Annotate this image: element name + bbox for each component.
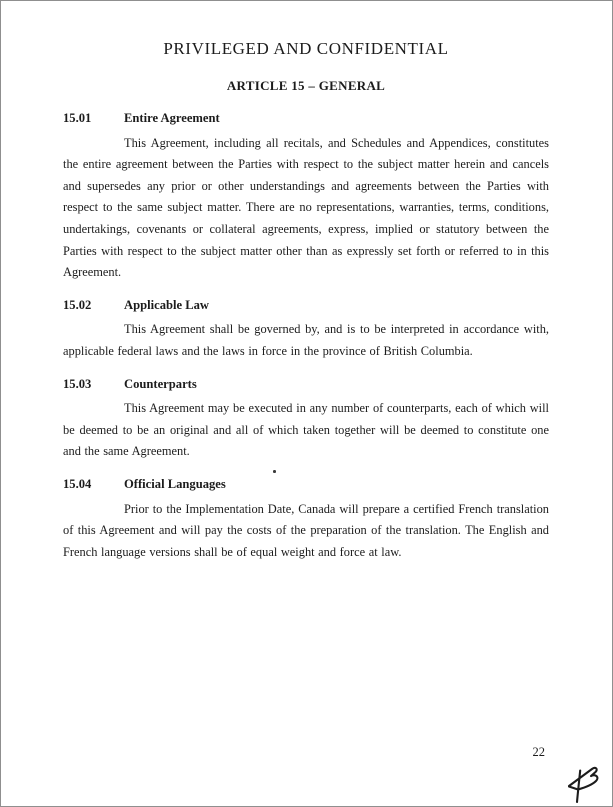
section-title: Counterparts <box>124 376 197 391</box>
section-15-02 <box>63 295 549 363</box>
section-heading <box>63 374 549 396</box>
section-body: This Agreement shall be governed by, and is to be interpreted in accordance with, applicable federal laws and the laws in force in the province of British Columbia. <box>63 322 549 358</box>
section-15-04 <box>63 474 549 563</box>
section-body: This Agreement, including all recitals, and Schedules and Appendices, constitutes the entire agreement between the Parties with respect to the subject matter herein and cancels and supersedes any prior or other understandings and agreements between the Parties with respect to the same subject matter. There are no representations, warranties, terms, conditions, undertakings, covenants or collateral agreements, express, implied or statutory between the Parties with respect to the subject matter other than as expressly set forth or referred to in this Agreement. <box>63 135 549 280</box>
section-number: 15.04 <box>63 476 92 491</box>
section-15-01 <box>63 108 549 284</box>
section-body: This Agreement may be executed in any number of counterparts, each of which will be deemed to be an original and all of which taken together will be deemed to constitute one and the same Agreement. <box>63 401 549 459</box>
scan-artifact-dot <box>273 470 276 473</box>
section-body: Prior to the Implementation Date, Canada will prepare a certified French translation of this Agreement and will pay the costs of the preparation of the translation. The English and French language versions shall be of equal weight and force at law. <box>63 501 549 559</box>
section-number: 15.03 <box>63 376 92 391</box>
classification-header: PRIVILEGED AND CONFIDENTIAL <box>163 39 449 58</box>
section-number: 15.01 <box>63 111 92 125</box>
section-heading <box>63 108 549 130</box>
handwritten-initial-mark <box>558 753 612 807</box>
article-heading: ARTICLE 15 – GENERAL <box>226 78 386 93</box>
section-title: Entire Agreement <box>124 111 220 125</box>
section-number: 15.02 <box>63 297 92 312</box>
page-number: 22 <box>532 745 545 759</box>
section-15-03 <box>63 374 549 463</box>
section-title: Applicable Law <box>124 297 210 312</box>
section-heading <box>63 295 549 317</box>
section-title: Official Languages <box>124 476 226 491</box>
section-heading <box>63 474 549 496</box>
